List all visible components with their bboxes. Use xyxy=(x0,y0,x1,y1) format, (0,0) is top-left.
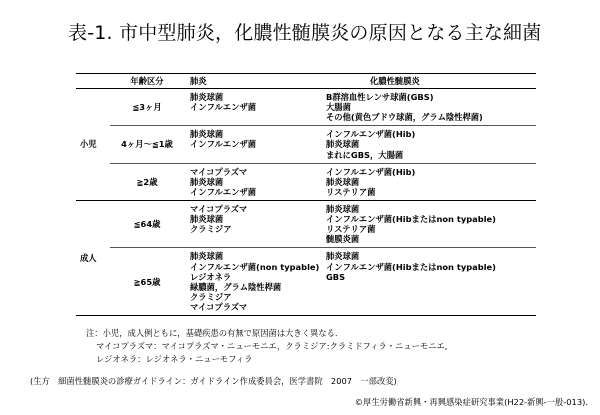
meningitis-organism: インフルエンザ菌(Hib) xyxy=(326,166,416,177)
pneumonia-organism: インフルエンザ菌 xyxy=(190,186,257,197)
pneumonia-organism: クラミジア xyxy=(190,224,232,235)
header-pneumonia: 肺炎 xyxy=(190,75,207,86)
header-group xyxy=(76,74,110,89)
meningitis-organism: インフルエンザ菌(Hibまたはnon typable) xyxy=(326,261,496,272)
pneumonia-organism: 肺炎球菌 xyxy=(190,92,224,102)
group-adults xyxy=(76,200,536,315)
age-cell: 4ヶ月～≦1歳 xyxy=(110,126,184,163)
meningitis-organism: 髄膜炎菌 xyxy=(326,234,360,245)
table-row xyxy=(76,200,536,247)
page-title: 表-1. 市中型肺炎，化膿性髄膜炎の原因となる主な細菌 xyxy=(68,22,542,44)
pneumonia-cell xyxy=(184,163,320,200)
table-row xyxy=(76,126,536,163)
meningitis-organism: その他(黄色ブドウ球菌，グラム陰性桿菌) xyxy=(326,112,483,123)
footnote-line: マイコプラズマ：マイコプラズマ・ニューモニエ，クラミジア:クラミドフィラ・ニューモニエ, xyxy=(96,341,448,351)
bacteria-table xyxy=(76,73,536,316)
header-age: 年齢区分 xyxy=(130,75,164,86)
pneumonia-organism: 肺炎球菌 xyxy=(190,176,224,187)
footnote-line: 注：小児，成人例ともに，基礎疾患の有無で原因菌は大きく異なる. xyxy=(86,328,338,338)
meningitis-organism: リステリア菌 xyxy=(326,224,376,235)
pneumonia-cell xyxy=(184,248,320,316)
pneumonia-organism: マイコプラズマ xyxy=(190,301,248,312)
meningitis-cell xyxy=(320,126,536,163)
age-cell: ≦64歳 xyxy=(133,219,161,230)
table-row xyxy=(76,163,536,200)
meningitis-organism: 肺炎球菌 xyxy=(326,139,360,150)
pneumonia-organism: インフルエンザ菌 xyxy=(190,139,257,150)
pneumonia-organism: 肺炎球菌 xyxy=(190,214,224,225)
meningitis-organism: 肺炎球菌 xyxy=(326,176,360,187)
meningitis-organism: 肺炎球菌 xyxy=(326,203,360,214)
meningitis-cell xyxy=(320,89,536,126)
pneumonia-organism: インフルエンザ菌(non typable) xyxy=(190,261,320,272)
header-meningitis: 化膿性髄膜炎 xyxy=(370,75,420,86)
meningitis-organism: 大腸菌 xyxy=(326,102,351,113)
footnote-line: レジオネラ：レジオネラ・ニューモフィラ xyxy=(96,354,253,364)
pneumonia-organism: 肺炎球菌 xyxy=(190,129,224,140)
meningitis-organism: まれにGBS，大腸菌 xyxy=(326,149,404,160)
pneumonia-organism: マイコプラズマ xyxy=(190,166,248,177)
meningitis-organism: 肺炎球菌 xyxy=(326,251,360,262)
bacteria-table-container xyxy=(76,73,536,316)
pneumonia-cell xyxy=(184,126,320,163)
pneumonia-organism: マイコプラズマ xyxy=(190,203,248,214)
meningitis-cell xyxy=(320,200,536,247)
pneumonia-cell xyxy=(184,200,320,247)
meningitis-organism: リステリア菌 xyxy=(326,186,376,197)
table-header xyxy=(76,74,536,89)
age-cell: ≧2歳 xyxy=(110,163,184,200)
age-cell: ≧65歳 xyxy=(110,248,184,316)
group-label: 小児 xyxy=(80,139,97,150)
group-children xyxy=(76,89,536,201)
age-cell: ≦3ヶ月 xyxy=(132,102,162,113)
footnotes xyxy=(86,327,447,366)
meningitis-cell xyxy=(320,248,536,316)
meningitis-organism: インフルエンザ菌(Hib) xyxy=(326,129,416,140)
meningitis-cell xyxy=(320,163,536,200)
pneumonia-organism: 肺炎球菌 xyxy=(190,251,224,262)
pneumonia-organism: レジオネラ xyxy=(190,271,232,282)
pneumonia-organism: 緑膿菌，グラム陰性桿菌 xyxy=(190,281,282,292)
meningitis-organism: インフルエンザ菌(Hibまたはnon typable) xyxy=(326,214,496,225)
meningitis-organism: B群溶血性レンサ球菌(GBS) xyxy=(326,92,434,102)
meningitis-organism: GBS xyxy=(326,271,346,282)
source-citation: (生方 細菌性髄膜炎の診療ガイドライン：ガイドライン作成委員会，医学書院 2007 一部改変) xyxy=(30,376,397,386)
copyright-notice: ©厚生労働省新興・再興感染症研究事業(H22-新興-一般-013). xyxy=(354,397,588,407)
group-label: 成人 xyxy=(80,252,97,263)
table-row xyxy=(76,89,536,126)
pneumonia-organism: クラミジア xyxy=(190,291,232,302)
pneumonia-organism: インフルエンザ菌 xyxy=(190,102,257,113)
pneumonia-cell xyxy=(184,89,320,126)
table-row xyxy=(76,248,536,316)
